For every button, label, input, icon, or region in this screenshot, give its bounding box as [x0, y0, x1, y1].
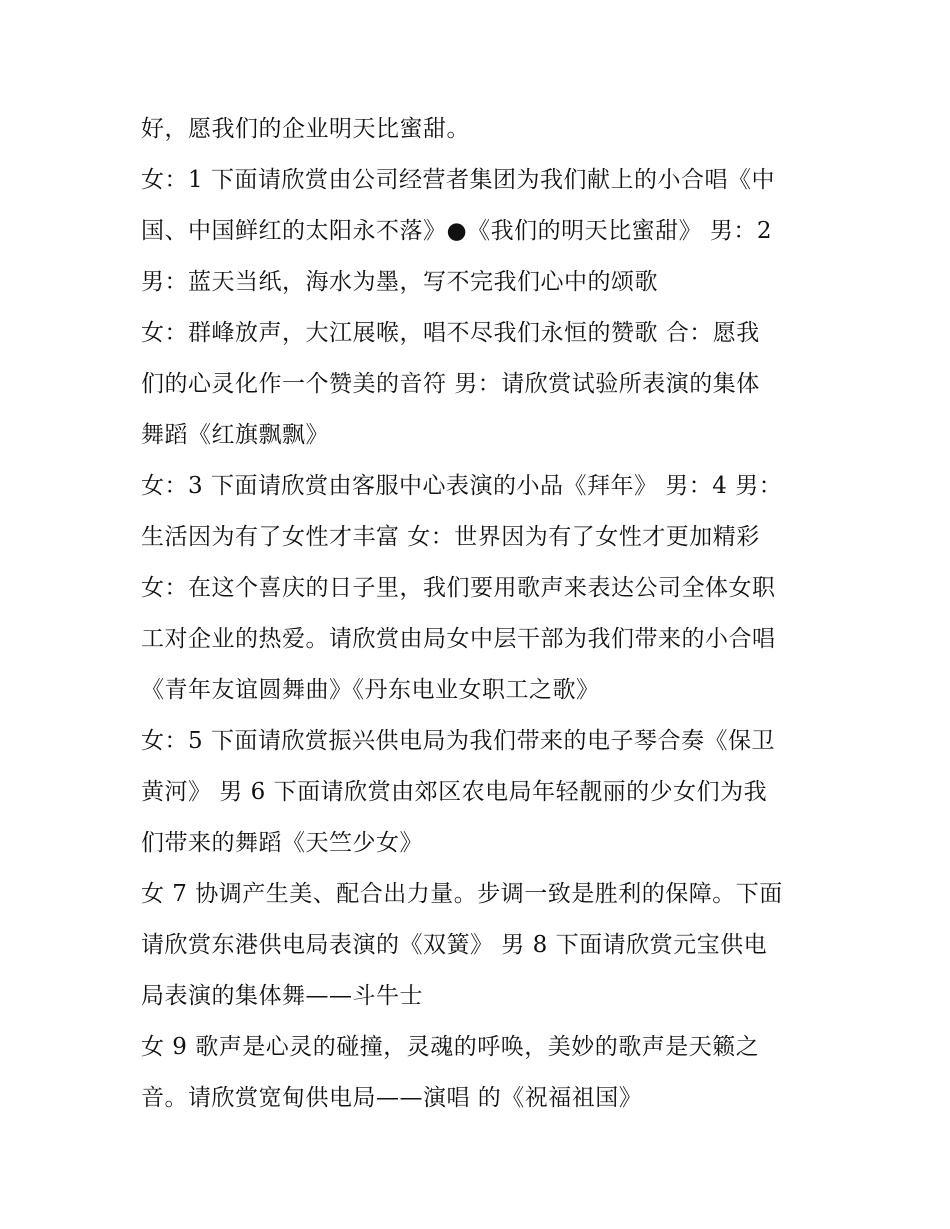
text-line: 女 9 歌声是心灵的碰撞，灵魂的呼唤，美妙的歌声是天籁之 [141, 1034, 760, 1060]
text-line: 女：3 下面请欣赏由客服中心表演的小品《拜年》 男：4 男： [141, 473, 783, 499]
text-line: 生活因为有了女性才丰富 女：世界因为有了女性才更加精彩 [141, 524, 760, 550]
text-line: 工对企业的热爱。请欣赏由局女中层干部为我们带来的小合唱 [141, 626, 776, 652]
text-line: 《青年友谊圆舞曲》《丹东电业女职工之歌》 [141, 677, 600, 703]
text-line: 国、中国鲜红的太阳永不落》●《我们的明天比蜜甜》 男：2 [141, 218, 773, 244]
text-line: 音。请欣赏宽甸供电局——演唱 的《祝福祖国》 [141, 1085, 643, 1111]
text-line: 女：群峰放声，大江展喉，唱不尽我们永恒的赞歌 合：愿我 [141, 320, 760, 346]
text-line: 女 7 协调产生美、配合出力量。步调一致是胜利的保障。下面 [141, 881, 783, 907]
text-line: 好，愿我们的企业明天比蜜甜。 [141, 116, 470, 142]
text-line: 女：5 下面请欣赏振兴供电局为我们带来的电子琴合奏《保卫 [141, 728, 775, 754]
text-line: 女：在这个喜庆的日子里，我们要用歌声来表达公司全体女职 [141, 575, 776, 601]
text-line: 局表演的集体舞——斗牛士 [141, 983, 423, 1009]
text-line: 请欣赏东港供电局表演的《双簧》 男 8 下面请欣赏元宝供电 [141, 932, 768, 958]
text-line: 女：1 下面请欣赏由公司经营者集团为我们献上的小合唱《中 [141, 167, 775, 193]
text-line: 们带来的舞蹈《天竺少女》 [141, 830, 423, 856]
text-line: 舞蹈《红旗飘飘》 [141, 422, 329, 448]
text-line: 黄河》 男 6 下面请欣赏由郊区农电局年轻靓丽的少女们为我 [141, 779, 768, 805]
text-line: 们的心灵化作一个赞美的音符 男：请欣赏试验所表演的集体 [141, 371, 760, 397]
text-line: 男：蓝天当纸，海水为墨，写不完我们心中的颂歌 [141, 269, 658, 295]
